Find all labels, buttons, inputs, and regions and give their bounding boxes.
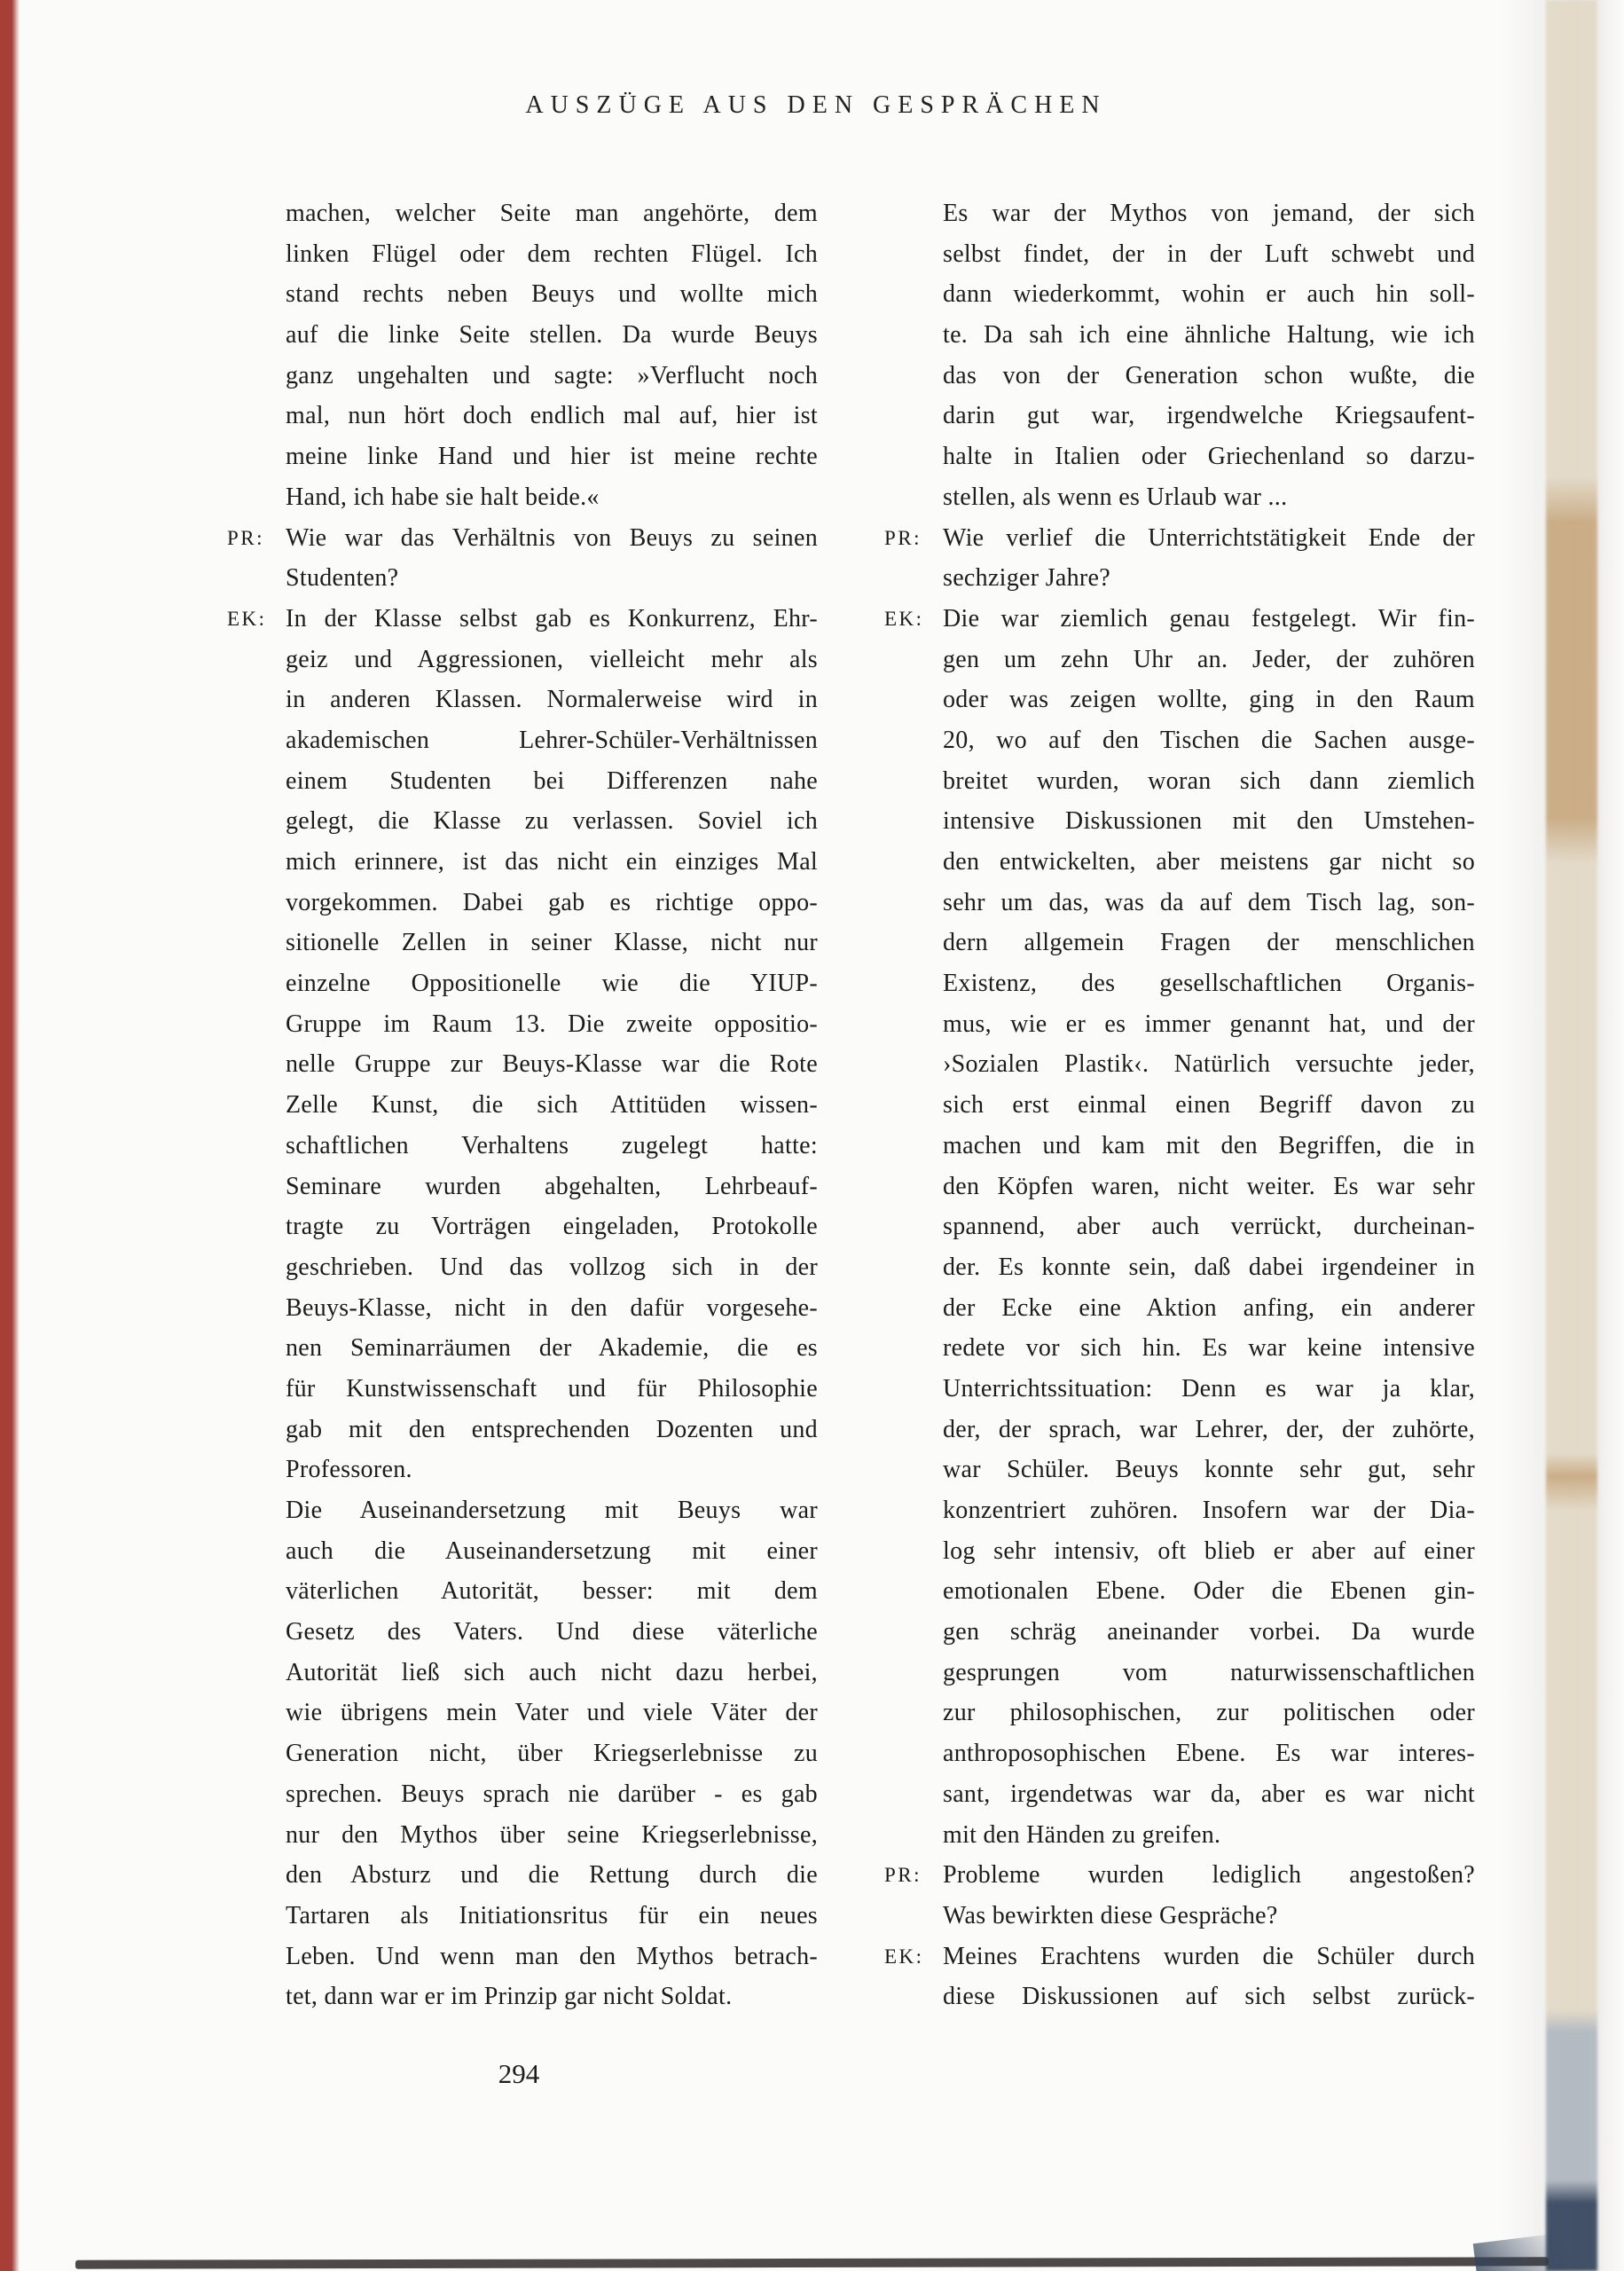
text-line: mus, wie er es immer genannt hat, und der <box>943 1010 1475 1038</box>
text-line: für Kunstwissenschaft und für Philosophie <box>286 1374 818 1403</box>
text-line: Gesetz des Vaters. Und diese väterliche <box>286 1618 818 1646</box>
text-line: zur philosophischen, zur politischen oder <box>943 1699 1475 1727</box>
text-line: Beuys-Klasse, nicht in den dafür vorgesehe- <box>286 1293 818 1322</box>
text-line: gen schräg aneinander vorbei. Da wurde <box>943 1618 1475 1646</box>
book-spine-red-stripe <box>0 0 20 2271</box>
text-line: einem Studenten bei Differenzen nahe <box>286 766 818 795</box>
dialogue-entry <box>884 1937 1475 2017</box>
text-line: gelegt, die Klasse zu verlassen. Soviel ich <box>286 807 818 836</box>
dialogue-entry <box>227 599 818 2017</box>
text-line: selbst findet, der in der Luft schwebt und <box>943 240 1475 268</box>
text-line: väterlichen Autorität, besser: mit dem <box>286 1577 818 1606</box>
text-line: Generation nicht, über Kriegserlebnisse zu <box>286 1740 818 1768</box>
text-line: Leben. Und wenn man den Mythos betrach- <box>286 1942 818 1970</box>
text-line: war Schüler. Beuys konnte sehr gut, sehr <box>943 1456 1475 1484</box>
text-line: 20, wo auf den Tischen die Sachen ausge- <box>943 726 1475 754</box>
dialogue-entry <box>227 518 818 599</box>
text-line: nelle Gruppe zur Beuys-Klasse war die Rote <box>286 1050 818 1079</box>
text-line: der. Es konnte sein, daß dabei irgendeiner in <box>943 1253 1475 1281</box>
speaker-label: EK: <box>227 607 267 630</box>
text-line: machen, welcher Seite man angehörte, dem <box>286 200 818 227</box>
text-line: das von der Generation schon wußte, die <box>943 361 1475 389</box>
text-line: schaftlichen Verhaltens zugelegt hatte: <box>286 1131 818 1159</box>
text-line: te. Da sah ich eine ähnliche Haltung, wie ich <box>943 321 1475 350</box>
text-line: der, der sprach, war Lehrer, der, der zuhörte, <box>943 1415 1475 1443</box>
text-line: nur den Mythos über seine Kriegserlebnisse, <box>286 1820 818 1849</box>
text-line: tet, dann war er im Prinzip gar nicht Soldat. <box>286 1983 733 2011</box>
text-line: Existenz, des gesellschaftlichen Organis- <box>943 970 1475 998</box>
text-line: Seminare wurden abgehalten, Lehrbeauf- <box>286 1172 818 1200</box>
text-line: der Ecke eine Aktion anfing, ein anderer <box>943 1293 1475 1322</box>
text-line: Wie verlief die Unterrichtstätigkeit Ende der <box>943 523 1475 552</box>
text-line: linken Flügel oder dem rechten Flügel. Ich <box>286 240 818 268</box>
text-line: akademischen Lehrer-Schüler-Verhältnissen <box>286 726 818 754</box>
text-line: Hand, ich habe sie halt beide.« <box>286 483 600 511</box>
text-line: in anderen Klassen. Normalerweise wird in <box>286 686 818 714</box>
text-line: Gruppe im Raum 13. Die zweite oppositio- <box>286 1010 818 1038</box>
text-line: emotionalen Ebene. Oder die Ebenen gin- <box>943 1577 1475 1606</box>
text-line: Die Auseinandersetzung mit Beuys war <box>286 1497 818 1524</box>
text-line: Es war der Mythos von jemand, der sich <box>943 200 1475 227</box>
text-line: meine linke Hand und hier ist meine rechte <box>286 443 818 471</box>
text-line: den entwickelten, aber meistens gar nicht so <box>943 848 1475 876</box>
text-line: mit den Händen zu greifen. <box>943 1820 1221 1849</box>
text-line: nen Seminarräumen der Akademie, die es <box>286 1334 818 1363</box>
text-line: gen um zehn Uhr an. Jeder, der zuhören <box>943 645 1475 673</box>
text-line: Autorität ließ sich auch nicht dazu herbei, <box>286 1658 818 1686</box>
text-line: oder was zeigen wollte, ging in den Raum <box>943 686 1475 714</box>
text-line: einzelne Oppositionelle wie die YIUP- <box>286 970 818 998</box>
text-line: wie übrigens mein Vater und viele Väter der <box>286 1699 818 1727</box>
dialogue-entry <box>884 599 1475 1855</box>
text-line: vorgekommen. Dabei gab es richtige oppo- <box>286 888 818 916</box>
text-line: sechziger Jahre? <box>943 564 1111 593</box>
text-line: Tartaren als Initiationsritus für ein neues <box>286 1901 818 1929</box>
bottom-shadow-band <box>75 2257 1549 2268</box>
text-line: auch die Auseinandersetzung mit einer <box>286 1536 818 1565</box>
text-line: gesprungen vom naturwissenschaftlichen <box>943 1658 1475 1686</box>
text-line: sitionelle Zellen in seiner Klasse, nicht nur <box>286 929 818 957</box>
text-line: Was bewirkten diese Gespräche? <box>943 1901 1278 1929</box>
text-line: geiz und Aggressionen, vielleicht mehr als <box>286 645 818 673</box>
text-line: sprechen. Beuys sprach nie darüber - es gab <box>286 1780 818 1808</box>
text-line: anthroposophischen Ebene. Es war interes- <box>943 1740 1475 1768</box>
text-line: sich erst einmal einen Begriff davon zu <box>943 1091 1475 1120</box>
dialogue-entry <box>884 1855 1475 1936</box>
text-column-right <box>884 193 1475 2017</box>
text-line: Meines Erachtens wurden die Schüler durch <box>943 1942 1475 1970</box>
text-line: dann wiederkommt, wohin er auch hin soll- <box>943 280 1475 309</box>
text-line: In der Klasse selbst gab es Konkurrenz, Ehr- <box>286 604 818 633</box>
text-line: tragte zu Vorträgen eingeladen, Protokolle <box>286 1213 818 1241</box>
dialogue-entry <box>884 518 1475 599</box>
text-line: konzentriert zuhören. Insofern war der Dia- <box>943 1497 1475 1524</box>
text-line: dern allgemein Fragen der menschlichen <box>943 929 1475 957</box>
speaker-label: EK: <box>884 1945 924 1968</box>
book-fore-edge-strip <box>1546 0 1597 2271</box>
text-line: mal, nun hört doch endlich mal auf, hier ist <box>286 402 818 430</box>
text-line: Die war ziemlich genau festgelegt. Wir fin- <box>943 604 1475 633</box>
text-line: sehr um das, was da auf dem Tisch lag, son- <box>943 888 1475 916</box>
text-line: ›Sozialen Plastik‹. Natürlich versuchte jeder, <box>943 1050 1475 1079</box>
text-line: den Köpfen waren, nicht weiter. Es war sehr <box>943 1172 1475 1200</box>
text-line: auf die linke Seite stellen. Da wurde Beuys <box>286 321 818 350</box>
text-line: sant, irgendetwas war da, aber es war nicht <box>943 1780 1475 1808</box>
text-line: redete vor sich hin. Es war keine intensive <box>943 1334 1475 1363</box>
dialogue-entry <box>943 193 1475 518</box>
text-line: breitet wurden, woran sich dann ziemlich <box>943 766 1475 795</box>
speaker-label: EK: <box>884 607 924 630</box>
page-number: 294 <box>498 2058 540 2089</box>
text-line: stand rechts neben Beuys und wollte mich <box>286 280 818 309</box>
text-line: geschrieben. Und das vollzog sich in der <box>286 1253 818 1281</box>
text-column-left <box>227 193 818 2017</box>
text-line: gab mit den entsprechenden Dozenten und <box>286 1415 818 1443</box>
text-line: spannend, aber auch verrückt, durcheinan- <box>943 1213 1475 1241</box>
text-line: log sehr intensiv, oft blieb er aber auf einer <box>943 1536 1475 1565</box>
text-line: Wie war das Verhältnis von Beuys zu seinen <box>286 523 818 552</box>
speaker-label: PR: <box>227 526 265 549</box>
speaker-label: PR: <box>884 1864 922 1887</box>
text-line: ganz ungehalten und sagte: »Verflucht noch <box>286 361 818 389</box>
text-line: Zelle Kunst, die sich Attitüden wissen- <box>286 1091 818 1120</box>
text-line: Probleme wurden lediglich angestoßen? <box>943 1861 1475 1890</box>
text-line: den Absturz und die Rettung durch die <box>286 1861 818 1890</box>
text-line: machen und kam mit den Begriffen, die in <box>943 1131 1475 1159</box>
text-line: diese Diskussionen auf sich selbst zurück- <box>943 1983 1475 2011</box>
text-line: Studenten? <box>286 564 399 593</box>
speaker-label: PR: <box>884 526 922 549</box>
text-line: darin gut war, irgendwelche Kriegsaufent- <box>943 402 1475 430</box>
dialogue-entry <box>286 193 818 518</box>
text-line: mich erinnere, ist das nicht ein einziges Mal <box>286 848 818 876</box>
text-line: Unterrichtssituation: Denn es war ja klar, <box>943 1374 1475 1403</box>
running-head: AUSZÜGE AUS DEN GESPRÄCHEN <box>525 91 1107 119</box>
text-line: stellen, als wenn es Urlaub war ... <box>943 483 1288 511</box>
text-line: intensive Diskussionen mit den Umstehen- <box>943 807 1475 836</box>
text-line: Professoren. <box>286 1456 412 1484</box>
text-line: halte in Italien oder Griechenland so darzu- <box>943 443 1475 471</box>
